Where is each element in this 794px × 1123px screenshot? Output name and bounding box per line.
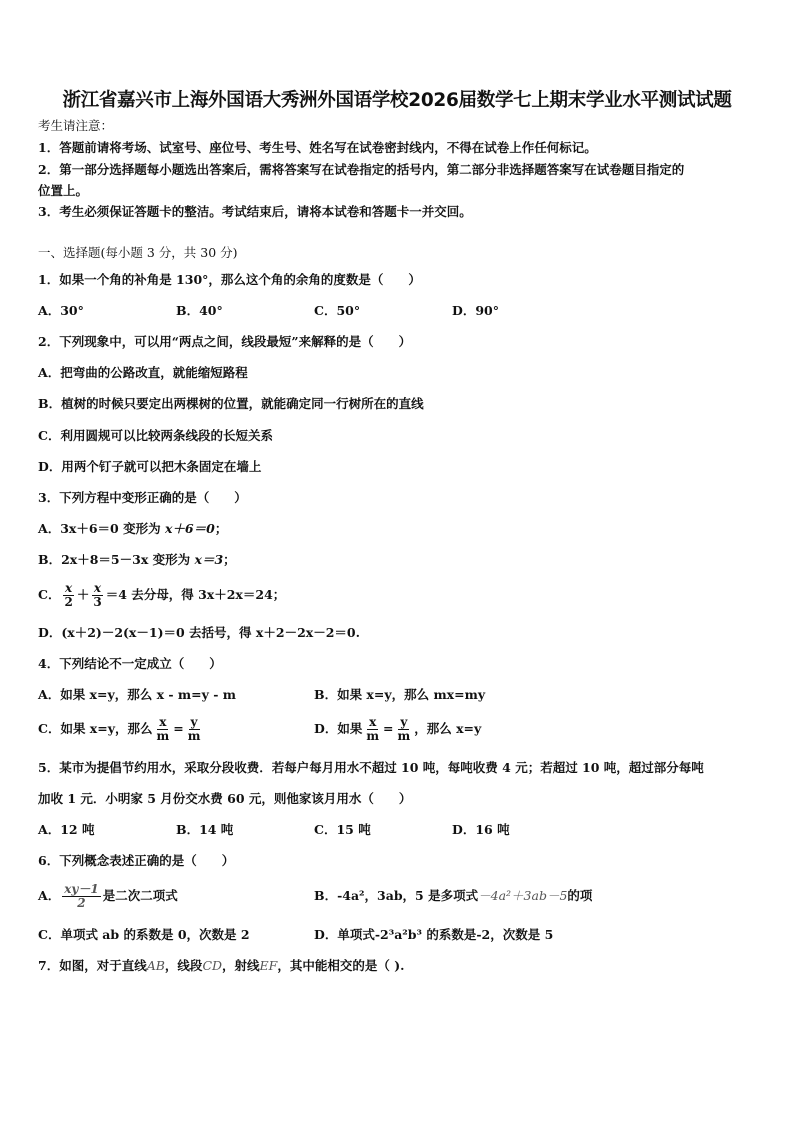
q3-a-end: ； [214, 521, 228, 536]
q3-c-f2-numerator: x [93, 581, 102, 595]
q7-mid-1: ，线段 [164, 958, 203, 973]
q1-option-b: B．40° [176, 303, 223, 318]
q4-d-post: ，那么 x=y [414, 721, 482, 736]
q3-d-prefix: D． [38, 625, 62, 640]
q7-post: ，其中能相交的是（ ). [277, 958, 405, 973]
q3-a-prefix: A． [38, 521, 61, 536]
q3-option-c [38, 580, 285, 610]
q5-option-a: A．12 吨 [38, 822, 95, 837]
q4-c-prefix: C．如果 x=y，那么 [38, 721, 153, 736]
q4-c-fraction-1 [155, 716, 172, 743]
q2-option-c: C．利用圆规可以比较两条线段的长短关系 [38, 428, 273, 443]
q6-option-c: C．单项式 ab 的系数是 0，次数是 2 [38, 927, 250, 942]
q3-c-f2-denominator: 3 [93, 595, 102, 609]
q4-c-f2-denominator: m [187, 729, 201, 743]
question-3-stem: 3．下列方程中变形正确的是（ ） [38, 490, 247, 505]
question-5-line-2: 加收 1 元．小明家 5 月份交水费 60 元，则他家该月用水（ ） [38, 791, 412, 806]
question-6-stem: 6．下列概念表述正确的是（ ） [38, 853, 235, 868]
q6-option-d: D．单项式-2³a²b³ 的系数是-2，次数是 5 [314, 927, 554, 942]
q3-c-prefix: C． [38, 587, 61, 602]
q5-option-b: B．14 吨 [176, 822, 234, 837]
q4-d-fraction-2 [396, 716, 413, 743]
q7-line-ab: AB [146, 958, 165, 973]
q7-prefix: 7．如图，对于直线 [38, 958, 147, 973]
notice-item-1: 1．答题前请将考场、试室号、座位号、考生号、姓名写在试卷密封线内，不得在试卷上作任何标记。 [38, 140, 597, 155]
question-1-stem: 1．如果一个角的补角是 130°，那么这个角的余角的度数是（ ） [38, 272, 421, 287]
q4-d-f1-numerator: x [369, 715, 377, 729]
q7-ray-ef: EF [259, 958, 278, 973]
q6-a-fraction [62, 883, 100, 910]
q6-b-prefix: B．-4a²，3ab，5 是多项式 [314, 888, 479, 903]
q3-c-fraction-1 [62, 582, 74, 609]
q4-d-f2-numerator: y [400, 715, 408, 729]
q3-d-expr2: x＋2－2x－2＝0. [255, 625, 360, 640]
notice-item-2-cont: 位置上。 [38, 183, 89, 198]
q3-c-f1-numerator: x [65, 581, 73, 595]
q3-b-expr1: 2x＋8＝5－3x [61, 552, 149, 567]
q4-option-a: A．如果 x=y，那么 x - m=y - m [38, 687, 237, 702]
q3-option-a [38, 521, 227, 537]
q4-c-f2-numerator: y [190, 715, 198, 729]
q6-a-post: 是二次二项式 [102, 888, 178, 903]
q6-a-prefix: A． [38, 888, 61, 903]
q3-option-d [38, 625, 360, 641]
q4-d-prefix: D．如果 [314, 721, 363, 736]
q1-option-c: C．50° [314, 303, 361, 318]
q3-option-b [38, 552, 236, 568]
q4-option-d [314, 712, 481, 746]
q3-b-end: ； [223, 552, 236, 567]
q6-option-a [38, 878, 178, 914]
question-7-stem [38, 958, 404, 974]
q6-b-post: 的项 [567, 888, 593, 903]
q6-option-b [314, 888, 592, 904]
page-title: 浙江省嘉兴市上海外国语大秀洲外国语学校2026届数学七上期末学业水平测试试题 [62, 90, 732, 111]
notice-item-2: 2．第一部分选择题每小题选出答案后，需将答案写在试卷指定的括号内，第二部分非选择题答案写在试卷题目指定的 [38, 162, 685, 177]
q4-d-fraction-1 [364, 716, 381, 743]
q3-c-f1-denominator: 2 [64, 595, 73, 609]
q4-c-fraction-2 [186, 716, 203, 743]
q3-a-expr1: 3x＋6＝0 [60, 521, 119, 536]
notice-item-3: 3．考生必须保证答题卡的整洁。考试结束后，请将本试卷和答题卡一并交回。 [38, 204, 472, 219]
question-2-stem: 2．下列现象中，可以用“两点之间，线段最短”来解释的是（ ） [38, 334, 412, 349]
q7-mid-2: ，射线 [222, 958, 260, 973]
q6-a-numerator: xy－1 [64, 882, 99, 896]
q4-d-f1-denominator: m [366, 729, 380, 743]
q3-c-plus: ＋ [76, 587, 90, 602]
q3-d-expr1: (x＋2)－2(x－1)＝0 [61, 625, 185, 640]
q5-option-c: C．15 吨 [314, 822, 371, 837]
q6-a-denominator: 2 [77, 896, 86, 910]
q3-b-expr2: x＝3 [194, 552, 224, 567]
q2-option-b: B．植树的时候只要定出两棵树的位置，就能确定同一行树所在的直线 [38, 396, 424, 411]
q4-option-b: B．如果 x=y，那么 mx=my [314, 687, 486, 702]
q4-option-c [38, 712, 204, 746]
q3-b-prefix: B． [38, 552, 62, 567]
question-4-stem: 4．下列结论不一定成立（ ） [38, 656, 222, 671]
q2-option-a: A．把弯曲的公路改直，就能缩短路程 [38, 365, 248, 380]
q3-a-expr2: x＋6＝0 [164, 521, 215, 536]
q3-a-mid: 变形为 [118, 521, 165, 536]
q4-d-equals: = [383, 721, 394, 736]
q4-c-f1-numerator: x [159, 715, 167, 729]
q5-option-d: D．16 吨 [452, 822, 510, 837]
q3-d-mid: 去括号，得 [184, 625, 256, 640]
q7-segment-cd: CD [202, 958, 223, 973]
q2-option-d: D．用两个钉子就可以把木条固定在墙上 [38, 459, 262, 474]
q6-b-polynomial: －4a²＋3ab－5 [478, 888, 568, 903]
q4-c-equals: = [173, 721, 184, 736]
q4-c-f1-denominator: m [156, 729, 170, 743]
notice-heading: 考生请注意： [38, 118, 114, 133]
q3-b-mid: 变形为 [148, 552, 195, 567]
question-5-line-1: 5．某市为提倡节约用水，采取分段收费．若每户每月用水不超过 10 吨，每吨收费 4 元；若超过 10 吨，超过部分每吨 [38, 760, 704, 775]
q1-option-d: D．90° [452, 303, 499, 318]
q1-option-a: A．30° [38, 303, 84, 318]
q3-c-rest: ＝4 去分母，得 3x＋2x＝24； [105, 587, 286, 602]
q4-d-f2-denominator: m [397, 729, 411, 743]
q3-c-fraction-2 [91, 582, 103, 609]
section-heading: 一、选择题(每小题 3 分，共 30 分) [38, 245, 238, 260]
